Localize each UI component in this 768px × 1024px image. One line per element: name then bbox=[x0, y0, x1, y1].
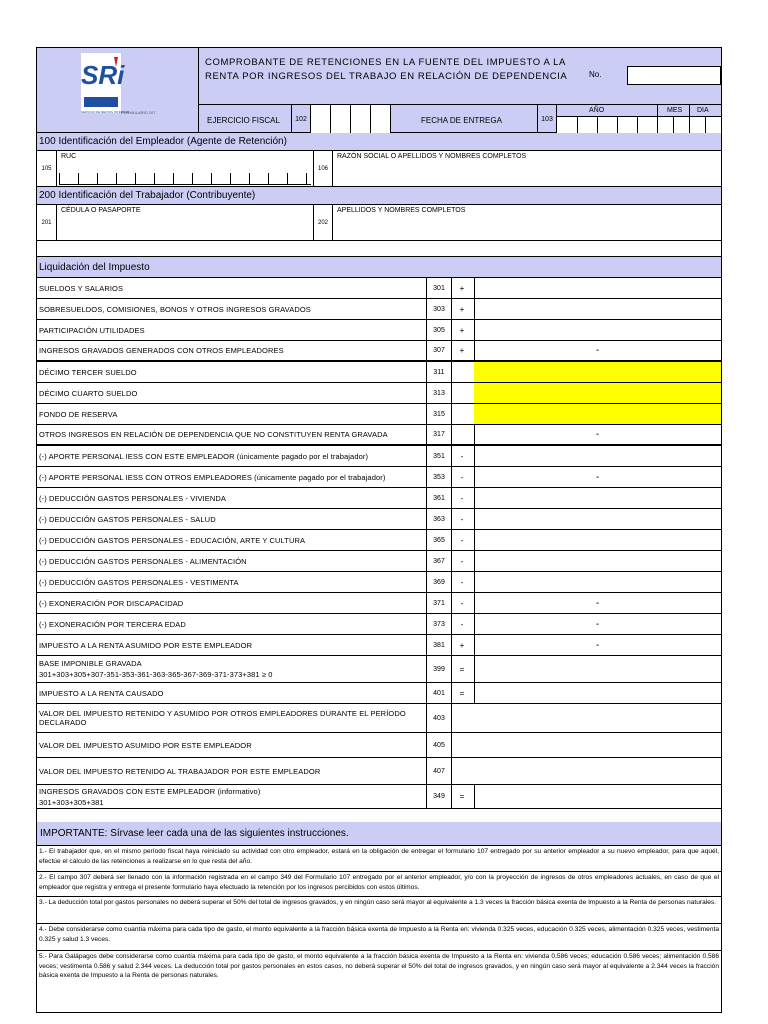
row-label: (-) DEDUCCIÓN GASTOS PERSONALES - SALUD bbox=[39, 514, 216, 524]
table-row bbox=[37, 614, 721, 635]
table-row bbox=[37, 425, 721, 446]
table-row bbox=[37, 593, 721, 614]
instrucciones-title: IMPORTANTE: Sírvase leer cada una de las siguientes instrucciones. bbox=[37, 822, 721, 846]
row-code: 361 bbox=[426, 488, 452, 508]
row-formula: 301+303+305+381 bbox=[39, 797, 104, 807]
spacer-row bbox=[37, 241, 721, 257]
row-value-field[interactable] bbox=[474, 404, 721, 424]
row-label bbox=[39, 785, 423, 808]
year-digit-3[interactable] bbox=[351, 105, 371, 133]
dia-label: DIA bbox=[697, 107, 709, 114]
row-value-field[interactable] bbox=[474, 383, 721, 403]
razon-input[interactable] bbox=[334, 163, 721, 186]
razon-label: RAZÓN SOCIAL O APELLIDOS Y NOMBRES COMPLETOS bbox=[337, 153, 527, 160]
row-label: (-) DEDUCCIÓN GASTOS PERSONALES - EDUCACIÓN, ARTE Y CULTURA bbox=[39, 535, 306, 545]
row-label: INGRESOS GRAVADOS GENERADOS CON OTROS EMPLEADORES bbox=[39, 346, 284, 355]
trabajador-fields bbox=[37, 205, 721, 241]
row-code: 381 bbox=[426, 635, 452, 655]
table-row bbox=[37, 758, 721, 785]
row-sign: + bbox=[450, 320, 475, 340]
row-value-field[interactable] bbox=[474, 488, 721, 508]
form-title: COMPROBANTE DE RETENCIONES EN LA FUENTE DEL IMPUESTO A LA RENTA POR INGRESOS DEL TRABAJO EN RELACIÓN DE DEPENDENCIA bbox=[205, 57, 568, 82]
row-sign: = bbox=[450, 683, 475, 703]
row-value-field[interactable] bbox=[474, 572, 721, 592]
table-row bbox=[37, 509, 721, 530]
table-row bbox=[37, 383, 721, 404]
row-sign: + bbox=[450, 635, 475, 655]
row-sign: - bbox=[450, 509, 475, 529]
form-107 bbox=[36, 47, 722, 1013]
row-code: 403 bbox=[426, 704, 452, 732]
row-label: IMPUESTO A LA RENTA CAUSADO bbox=[39, 688, 164, 698]
row-label: (-) APORTE PERSONAL IESS CON OTROS EMPLEADORES (únicamente pagado por el trabajador) bbox=[39, 472, 386, 482]
row-sign: - bbox=[450, 593, 475, 613]
row-value-field[interactable] bbox=[474, 320, 721, 340]
row-code: 349 bbox=[426, 785, 452, 808]
mes-label: MES bbox=[667, 107, 683, 114]
row-value-field[interactable]: - bbox=[595, 597, 600, 609]
row-code: 365 bbox=[426, 530, 452, 550]
row-label: IMPUESTO A LA RENTA ASUMIDO POR ESTE EMPLEADOR bbox=[39, 640, 253, 650]
razon-code: 106 bbox=[313, 151, 333, 186]
table-row bbox=[37, 278, 721, 299]
row-code: 399 bbox=[426, 656, 452, 682]
row-label-main: INGRESOS GRAVADOS CON ESTE EMPLEADOR (informativo) bbox=[39, 786, 261, 796]
row-code: 373 bbox=[426, 614, 452, 634]
row-code: 351 bbox=[426, 446, 452, 466]
anio-label: AÑO bbox=[589, 107, 605, 114]
row-code: 307 bbox=[426, 341, 452, 360]
row-value-field[interactable] bbox=[450, 704, 721, 732]
row-label: OTROS INGRESOS EN RELACIÓN DE DEPENDENCIA QUE NO CONSTITUYEN RENTA GRAVADA bbox=[39, 430, 388, 439]
row-code: 303 bbox=[426, 299, 452, 319]
row-sign: = bbox=[450, 785, 475, 808]
row-label: (-) DEDUCCIÓN GASTOS PERSONALES - ALIMENTACIÓN bbox=[39, 556, 247, 566]
row-value-field[interactable] bbox=[474, 299, 721, 319]
row-sign: - bbox=[450, 614, 475, 634]
row-label: (-) EXONERACIÓN POR TERCERA EDAD bbox=[39, 619, 186, 629]
row-sign: - bbox=[450, 530, 475, 550]
row-value-field[interactable] bbox=[474, 785, 721, 808]
row-value-field[interactable] bbox=[450, 758, 721, 784]
year-digit-4[interactable] bbox=[371, 105, 391, 133]
row-label: (-) EXONERACIÓN POR DISCAPACIDAD bbox=[39, 598, 184, 608]
row-value-field[interactable]: - bbox=[595, 618, 600, 630]
table-row bbox=[37, 488, 721, 509]
row-sign: - bbox=[450, 572, 475, 592]
row-code: 311 bbox=[426, 362, 452, 382]
row-value-field[interactable]: - bbox=[595, 471, 600, 483]
instruccion-4: 4.- Debe considerarse como cuantía máxima para cada tipo de gasto, el monto equivalente a la fracción básica exenta de Impuesto a la Renta en: vivienda 0.325 veces, educación 0.325 veces, alimentación 0.325 veces, vestimenta 0.325 y salud 1.3 veces. bbox=[37, 924, 721, 951]
row-sign: + bbox=[450, 278, 475, 298]
row-code: 407 bbox=[426, 758, 452, 784]
instruccion-3: 3.- La deducción total por gastos personales no deberá superar el 50% del total de ingresos gravados, y en ningún caso será mayor al equivalente a 1.3 veces la fracción básica exenta de Impuesto a la Renta de personas naturales. bbox=[37, 897, 721, 924]
table-row bbox=[37, 320, 721, 341]
row-label: VALOR DEL IMPUESTO RETENIDO AL TRABAJADOR POR ESTE EMPLEADOR bbox=[39, 766, 321, 776]
row-code: 405 bbox=[426, 733, 452, 757]
empleador-fields bbox=[37, 151, 721, 187]
row-label: (-) APORTE PERSONAL IESS CON ESTE EMPLEADOR (únicamente pagado por el trabajador) bbox=[39, 451, 369, 461]
row-value-field[interactable] bbox=[474, 551, 721, 571]
fiscal-row bbox=[199, 104, 721, 133]
row-sign bbox=[450, 425, 475, 444]
table-row bbox=[37, 341, 721, 362]
row-label: (-) DEDUCCIÓN GASTOS PERSONALES - VESTIMENTA bbox=[39, 577, 239, 587]
no-label: No. bbox=[589, 70, 602, 79]
ruc-input[interactable] bbox=[59, 173, 311, 185]
table-row bbox=[37, 785, 721, 809]
row-label bbox=[39, 656, 423, 682]
table-row bbox=[37, 683, 721, 704]
cedula-label: CÉDULA O PASAPORTE bbox=[61, 207, 141, 214]
instruccion-1: 1.- El trabajador que, en el mismo período fiscal haya reiniciado su actividad con otro empleador, estará en la obligación de entregar el formulario 107 entregado por su anterior empleador a su nuevo empleador, para que aquél, efectúe el cálculo de las retenciones a realizarse en lo que resta del año. bbox=[37, 846, 721, 872]
row-sign: - bbox=[450, 467, 475, 487]
row-code: 369 bbox=[426, 572, 452, 592]
ruc-code: 105 bbox=[37, 151, 57, 186]
row-code: 305 bbox=[426, 320, 452, 340]
form-number-field[interactable] bbox=[627, 66, 721, 85]
row-value-field[interactable]: - bbox=[595, 345, 600, 356]
row-value-field[interactable] bbox=[450, 733, 721, 757]
row-code: 301 bbox=[426, 278, 452, 298]
table-row bbox=[37, 467, 721, 488]
fecha-fields bbox=[557, 105, 721, 133]
row-value-field[interactable] bbox=[474, 446, 721, 466]
row-value-field[interactable] bbox=[474, 656, 721, 682]
table-row bbox=[37, 446, 721, 467]
section-trabajador-title: 200 Identificación del Trabajador (Contribuyente) bbox=[37, 187, 721, 205]
row-sign bbox=[450, 404, 475, 424]
row-sign: - bbox=[450, 446, 475, 466]
row-label: FONDO DE RESERVA bbox=[39, 409, 118, 419]
date-digit-boxes[interactable] bbox=[557, 117, 721, 133]
row-label: (-) DEDUCCIÓN GASTOS PERSONALES - VIVIENDA bbox=[39, 493, 227, 503]
row-sign: - bbox=[450, 551, 475, 571]
fecha-label: FECHA DE ENTREGA bbox=[421, 116, 502, 125]
row-value-field[interactable]: - bbox=[595, 639, 600, 651]
row-value-field[interactable] bbox=[474, 509, 721, 529]
row-label: PARTICIPACIÓN UTILIDADES bbox=[39, 325, 145, 335]
logo-area bbox=[37, 48, 199, 132]
row-sign bbox=[450, 383, 475, 403]
row-label: SOBRESUELDOS, COMISIONES, BONOS Y OTROS INGRESOS GRAVADOS bbox=[39, 304, 311, 314]
year-digit-2[interactable] bbox=[331, 105, 351, 133]
table-row bbox=[37, 635, 721, 656]
ruc-label: RUC bbox=[61, 153, 77, 160]
row-label: VALOR DEL IMPUESTO RETENIDO Y ASUMIDO POR OTROS EMPLEADORES DURANTE EL PERÍODO DECLARADO bbox=[39, 709, 406, 727]
table-row bbox=[37, 404, 721, 425]
form-code: FORMULARIO 107 bbox=[121, 110, 156, 115]
table-row bbox=[37, 704, 721, 733]
fecha-code: 103 bbox=[537, 105, 557, 133]
row-sign: = bbox=[450, 656, 475, 682]
row-value-field[interactable]: - bbox=[595, 429, 600, 440]
row-label-main: BASE IMPONIBLE GRAVADA bbox=[39, 659, 142, 668]
row-label: VALOR DEL IMPUESTO ASUMIDO POR ESTE EMPLEADOR bbox=[39, 740, 252, 750]
row-label: SUELDOS Y SALARIOS bbox=[39, 283, 124, 293]
form-header bbox=[37, 48, 721, 133]
ejercicio-label: EJERCICIO FISCAL bbox=[207, 116, 280, 125]
row-value-field[interactable] bbox=[474, 530, 721, 550]
row-value-field[interactable] bbox=[474, 683, 721, 703]
table-row bbox=[37, 299, 721, 320]
table-row bbox=[37, 551, 721, 572]
row-sign: + bbox=[450, 341, 475, 360]
row-code: 315 bbox=[426, 404, 452, 424]
logo-text: SRi bbox=[81, 60, 125, 90]
row-sign: - bbox=[450, 488, 475, 508]
instruccion-2: 2.- El campo 307 deberá ser llenado con la información registrada en el campo 349 del Formulario 107 entregado por el anterior empleador, y/o con la proyección de ingresos de otros empleadores actuales, en caso de que el empleador que registra y entrega el presente formulario haya efectuado la retención por los ingresos percibidos con estos últimos. bbox=[37, 872, 721, 897]
row-value-field[interactable] bbox=[474, 362, 721, 382]
row-code: 363 bbox=[426, 509, 452, 529]
ejercicio-code: 102 bbox=[291, 105, 311, 133]
row-code: 353 bbox=[426, 467, 452, 487]
table-row bbox=[37, 656, 721, 683]
row-code: 371 bbox=[426, 593, 452, 613]
table-row bbox=[37, 530, 721, 551]
row-label: DÉCIMO CUARTO SUELDO bbox=[39, 388, 138, 398]
nombres-input[interactable] bbox=[334, 217, 721, 240]
instruccion-5: 5.- Para Galápagos debe considerarse como cuantía máxima para cada tipo de gasto, el monto equivalente a la fracción básica exenta de Impuesto a la Renta en: vivienda 0.586 veces; educación 0.586 veces; alimentación 0.586 veces; vestimenta 0.586 y salud 2.344 veces. La deducción total por gastos personales en estos casos, no deberá superar el 50% del total de ingresos gravados, y en ningún caso será mayor al equivalente a 2.344 veces la fracción básica exenta de Impuesto a la Renta de personas naturales. bbox=[39, 953, 719, 979]
cedula-code: 201 bbox=[37, 205, 57, 240]
year-digit-1[interactable] bbox=[311, 105, 331, 133]
row-code: 401 bbox=[426, 683, 452, 703]
row-code: 367 bbox=[426, 551, 452, 571]
row-value-field[interactable] bbox=[474, 278, 721, 298]
row-sign: + bbox=[450, 299, 475, 319]
nombres-code: 202 bbox=[313, 205, 333, 240]
cedula-input[interactable] bbox=[59, 217, 311, 240]
logo-caption: SERVICIO DE RENTAS INTERNAS bbox=[81, 110, 130, 114]
table-row bbox=[37, 733, 721, 758]
row-code: 317 bbox=[426, 425, 452, 444]
row-label: DÉCIMO TERCER SUELDO bbox=[39, 367, 137, 377]
nombres-label: APELLIDOS Y NOMBRES COMPLETOS bbox=[337, 207, 466, 214]
row-formula: 301+303+305+307-351-353-361-363-365-367-369-371-373+381 ≥ 0 bbox=[39, 670, 273, 679]
row-sign bbox=[450, 362, 475, 382]
table-row bbox=[37, 572, 721, 593]
row-code: 313 bbox=[426, 383, 452, 403]
section-empleador-title: 100 Identificación del Empleador (Agente de Retención) bbox=[37, 133, 721, 151]
section-liquidacion-title: Liquidación del Impuesto bbox=[37, 257, 721, 278]
table-row bbox=[37, 362, 721, 383]
